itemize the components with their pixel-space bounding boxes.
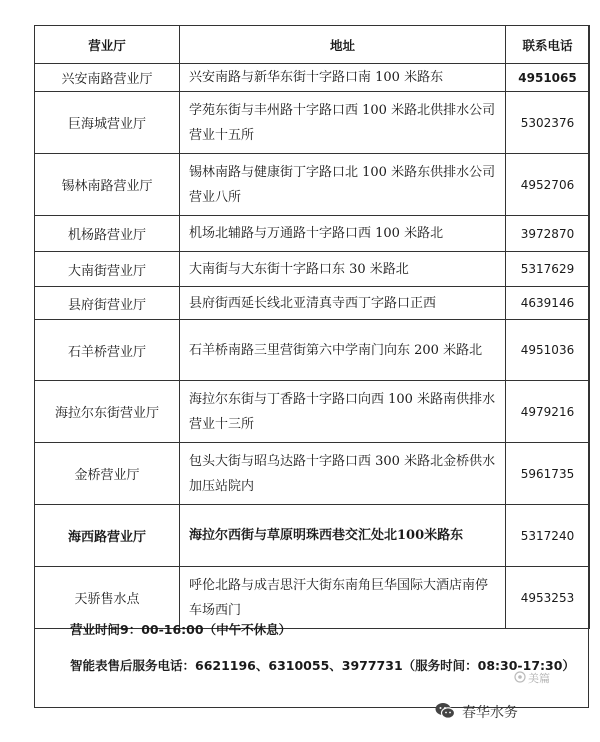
hall-phone: 4979216 [506, 381, 590, 443]
hall-name: 巨海城营业厅 [35, 92, 180, 154]
watermark-brand: 春华水务 [462, 705, 518, 721]
table-row [35, 154, 590, 216]
hall-address: 海拉尔东街与丁香路十字路口向西 100 米路南供排水营业十三所 [180, 381, 506, 443]
hall-name: 兴安南路营业厅 [35, 64, 180, 92]
table-row [35, 64, 590, 92]
table-row [35, 252, 590, 287]
hall-address: 海拉尔西街与草原明珠西巷交汇处北100米路东 [180, 505, 506, 567]
hall-name: 海拉尔东街营业厅 [35, 381, 180, 443]
hall-phone: 4953253 [506, 567, 590, 629]
header-name: 营业厅 [35, 26, 180, 64]
hall-address: 锡林南路与健康街丁字路口北 100 米路东供排水公司营业八所 [180, 154, 506, 216]
hall-phone: 4951036 [506, 320, 590, 381]
hall-phone: 5302376 [506, 92, 590, 154]
hall-address: 县府街西延长线北亚清真寺西丁字路口正西 [180, 287, 506, 320]
watermark-small: 美篇 [528, 672, 550, 685]
table-row [35, 320, 590, 381]
service-hall-table [34, 25, 590, 629]
hall-phone: 5961735 [506, 443, 590, 505]
hall-name: 金桥营业厅 [35, 443, 180, 505]
hall-phone: 4952706 [506, 154, 590, 216]
table-row [35, 443, 590, 505]
table-row [35, 92, 590, 154]
hall-phone: 4951065 [506, 64, 590, 92]
meipian-logo-icon [514, 671, 526, 683]
hall-name: 大南街营业厅 [35, 252, 180, 287]
hall-phone: 4639146 [506, 287, 590, 320]
hall-phone: 3972870 [506, 216, 590, 252]
hall-name: 海西路营业厅 [35, 505, 180, 567]
hall-name: 锡林南路营业厅 [35, 154, 180, 216]
hall-address: 机场北辅路与万通路十字路口西 100 米路北 [180, 216, 506, 252]
hall-address: 石羊桥南路三里营街第六中学南门向东 200 米路北 [180, 320, 506, 381]
table-row [35, 287, 590, 320]
hall-address: 包头大街与昭乌达路十字路口西 300 米路北金桥供水加压站院内 [180, 443, 506, 505]
hall-phone: 5317629 [506, 252, 590, 287]
table-row [35, 381, 590, 443]
hall-name: 石羊桥营业厅 [35, 320, 180, 381]
business-hours: 营业时间9：00-16:00（中午不休息） [70, 622, 292, 637]
hall-address: 大南街与大东街十字路口东 30 米路北 [180, 252, 506, 287]
hall-address: 兴安南路与新华东街十字路口南 100 米路东 [180, 64, 506, 92]
header-address: 地址 [180, 26, 506, 64]
header-phone: 联系电话 [506, 26, 590, 64]
hall-address: 呼伦北路与成吉思汗大街东南角巨华国际大酒店南停车场西门 [180, 567, 506, 629]
table-row [35, 216, 590, 252]
hall-address: 学苑东街与丰州路十字路口西 100 米路北供排水公司营业十五所 [180, 92, 506, 154]
hall-name: 县府街营业厅 [35, 287, 180, 320]
hall-phone: 5317240 [506, 505, 590, 567]
hall-name: 天骄售水点 [35, 567, 180, 629]
wechat-logo-icon [434, 700, 456, 722]
service-hotline: 智能表售后服务电话：6621196、6310055、3977731（服务时间：08:30-17:30） [70, 658, 575, 673]
table-row [35, 505, 590, 567]
table-header-row [35, 26, 590, 64]
hall-name: 机杨路营业厅 [35, 216, 180, 252]
